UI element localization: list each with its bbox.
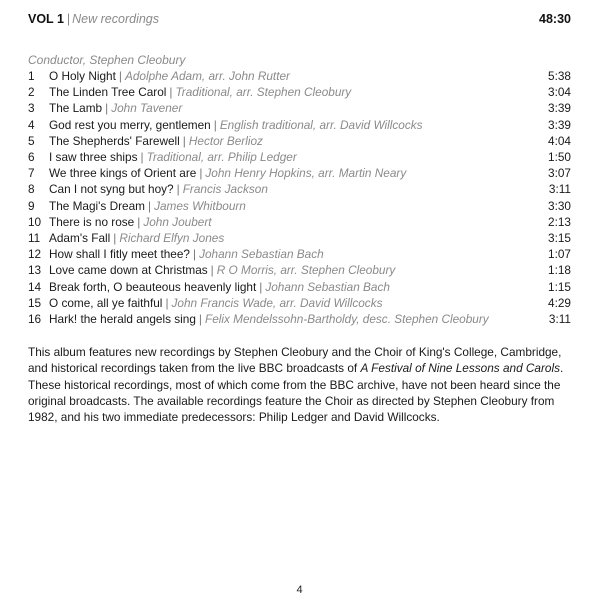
track-title: Adam's Fall xyxy=(49,230,111,245)
track-duration: 3:15 xyxy=(548,230,571,245)
track-composer: Felix Mendelssohn-Bartholdy, desc. Stephen Cleobury xyxy=(204,311,489,326)
track-title: The Linden Tree Carol xyxy=(49,85,167,100)
track-composer: John Henry Hopkins, arr. Martin Neary xyxy=(205,166,407,181)
track-title: I saw three ships xyxy=(49,150,138,165)
track-duration: 2:13 xyxy=(548,214,571,229)
track-info xyxy=(49,149,521,165)
track-separator: | xyxy=(105,101,109,116)
track-composer: John Joubert xyxy=(143,214,212,229)
volume-heading xyxy=(28,12,159,26)
track-number: 3 xyxy=(28,101,35,116)
track-info xyxy=(49,295,521,311)
track-composer: Hector Berlioz xyxy=(188,133,263,148)
album-notes xyxy=(28,344,571,425)
track-separator: | xyxy=(169,85,173,100)
volume-subtitle: New recordings xyxy=(72,12,159,26)
track-separator: | xyxy=(198,311,202,326)
track-row xyxy=(28,278,571,294)
track-list xyxy=(28,68,571,327)
track-duration: 3:39 xyxy=(548,117,571,132)
track-info xyxy=(49,117,521,133)
track-composer: Adolphe Adam, arr. John Rutter xyxy=(124,69,290,84)
track-separator: | xyxy=(213,117,217,132)
track-info xyxy=(49,230,521,246)
track-number: 12 xyxy=(28,247,42,262)
track-duration: 3:07 xyxy=(548,166,571,181)
volume-header xyxy=(28,12,571,30)
track-composer: Johann Sebastian Bach xyxy=(265,279,390,294)
track-info xyxy=(49,181,521,197)
track-duration: 3:11 xyxy=(548,182,571,197)
track-info xyxy=(49,214,521,230)
track-number: 11 xyxy=(28,230,41,245)
track-title: God rest you merry, gentlemen xyxy=(49,117,211,132)
track-row xyxy=(28,165,571,181)
track-row xyxy=(28,100,571,116)
track-title: The Shepherds' Farewell xyxy=(49,133,180,148)
track-composer: John Tavener xyxy=(111,101,183,116)
track-row xyxy=(28,311,571,327)
track-separator: | xyxy=(140,150,144,165)
track-separator: | xyxy=(113,230,117,245)
track-separator: | xyxy=(165,295,169,310)
track-composer: Richard Elfyn Jones xyxy=(119,230,225,245)
track-title: Hark! the herald angels sing xyxy=(49,311,196,326)
track-info xyxy=(49,279,521,295)
track-composer: James Whitbourn xyxy=(154,198,246,213)
track-separator: | xyxy=(118,69,122,84)
track-title: The Lamb xyxy=(49,101,103,116)
track-number: 6 xyxy=(28,150,35,165)
page-number: 4 xyxy=(296,584,303,596)
track-duration: 1:07 xyxy=(548,247,571,262)
track-separator: | xyxy=(137,214,141,229)
track-title: There is no rose xyxy=(49,214,135,229)
track-row xyxy=(28,246,571,262)
volume-label: VOL 1 xyxy=(28,12,64,26)
track-composer: Johann Sebastian Bach xyxy=(199,247,324,262)
volume-separator: | xyxy=(66,12,71,26)
track-info xyxy=(49,262,521,278)
track-title: O come, all ye faithful xyxy=(49,295,163,310)
track-composer: Traditional, arr. Stephen Cleobury xyxy=(175,85,352,100)
track-title: Break forth, O beauteous heavenly light xyxy=(49,279,257,294)
track-number: 2 xyxy=(28,85,35,100)
track-title: How shall I fitly meet thee? xyxy=(49,247,190,262)
track-row xyxy=(28,214,571,230)
track-row xyxy=(28,262,571,278)
track-separator: | xyxy=(192,247,197,262)
track-duration: 1:50 xyxy=(548,150,571,165)
track-number: 7 xyxy=(28,166,35,181)
track-composer: Francis Jackson xyxy=(182,182,268,197)
track-separator: | xyxy=(148,198,152,213)
track-duration: 3:39 xyxy=(548,101,571,116)
track-row xyxy=(28,295,571,311)
track-duration: 3:11 xyxy=(548,311,571,326)
notes-text-after: . These historical recordings, most of which come from the BBC archive, have not been heard since the original broadcasts. The available recordings feature the Choir as directed by Stephen Cleobury from 1982, and his two immediate predecessors: Philip Ledger and David Willcocks. xyxy=(28,361,564,425)
track-row xyxy=(28,133,571,149)
track-number: 16 xyxy=(28,311,42,326)
track-separator: | xyxy=(182,133,186,148)
track-info xyxy=(49,311,521,327)
track-duration: 3:04 xyxy=(548,85,571,100)
track-title: The Magi's Dream xyxy=(49,198,145,213)
track-row xyxy=(28,230,571,246)
track-number: 8 xyxy=(28,182,35,197)
track-composer: Traditional, arr. Philip Ledger xyxy=(146,150,297,165)
track-duration: 3:30 xyxy=(548,198,571,213)
booklet-page xyxy=(28,12,571,425)
track-duration: 1:15 xyxy=(548,279,571,294)
track-info xyxy=(49,68,521,84)
track-separator: | xyxy=(210,263,214,278)
track-number: 4 xyxy=(28,117,35,132)
track-info xyxy=(49,100,521,116)
track-row xyxy=(28,68,571,84)
track-separator: | xyxy=(176,182,180,197)
track-row xyxy=(28,149,571,165)
track-info xyxy=(49,133,521,149)
track-number: 14 xyxy=(28,279,42,294)
notes-text-before: This album features new recordings by Stephen Cleobury and the Choir of King's College, Cambridge, and historical recordings taken from the live BBC broadcasts of xyxy=(28,345,562,376)
track-number: 13 xyxy=(28,263,42,278)
track-composer: John Francis Wade, arr. David Willcocks xyxy=(171,295,383,310)
track-number: 5 xyxy=(28,133,35,148)
track-title: We three kings of Orient are xyxy=(49,166,197,181)
track-number: 1 xyxy=(28,69,35,84)
track-duration: 5:38 xyxy=(548,69,571,84)
track-row xyxy=(28,198,571,214)
volume-total-duration: 48:30 xyxy=(539,12,571,26)
track-row xyxy=(28,117,571,133)
track-composer: R O Morris, arr. Stephen Cleobury xyxy=(216,263,396,278)
track-title: Can I not syng but hoy? xyxy=(49,182,174,197)
track-composer: English traditional, arr. David Willcocks xyxy=(219,117,423,132)
notes-broadcast-title: A Festival of Nine Lessons and Carols xyxy=(360,361,561,376)
track-separator: | xyxy=(199,166,203,181)
conductor-credit: Conductor, Stephen Cleobury xyxy=(28,53,186,67)
track-title: Love came down at Christmas xyxy=(49,263,208,278)
track-number: 9 xyxy=(28,198,35,213)
track-number: 15 xyxy=(28,295,42,310)
track-row xyxy=(28,84,571,100)
track-info xyxy=(49,198,521,214)
track-info xyxy=(49,165,521,181)
track-title: O Holy Night xyxy=(49,69,116,84)
track-number: 10 xyxy=(28,214,42,229)
track-separator: | xyxy=(259,279,263,294)
track-info xyxy=(49,84,521,100)
track-duration: 4:04 xyxy=(548,133,571,148)
track-row xyxy=(28,181,571,197)
track-duration: 4:29 xyxy=(548,295,571,310)
track-info xyxy=(49,246,521,262)
track-duration: 1:18 xyxy=(548,263,571,278)
